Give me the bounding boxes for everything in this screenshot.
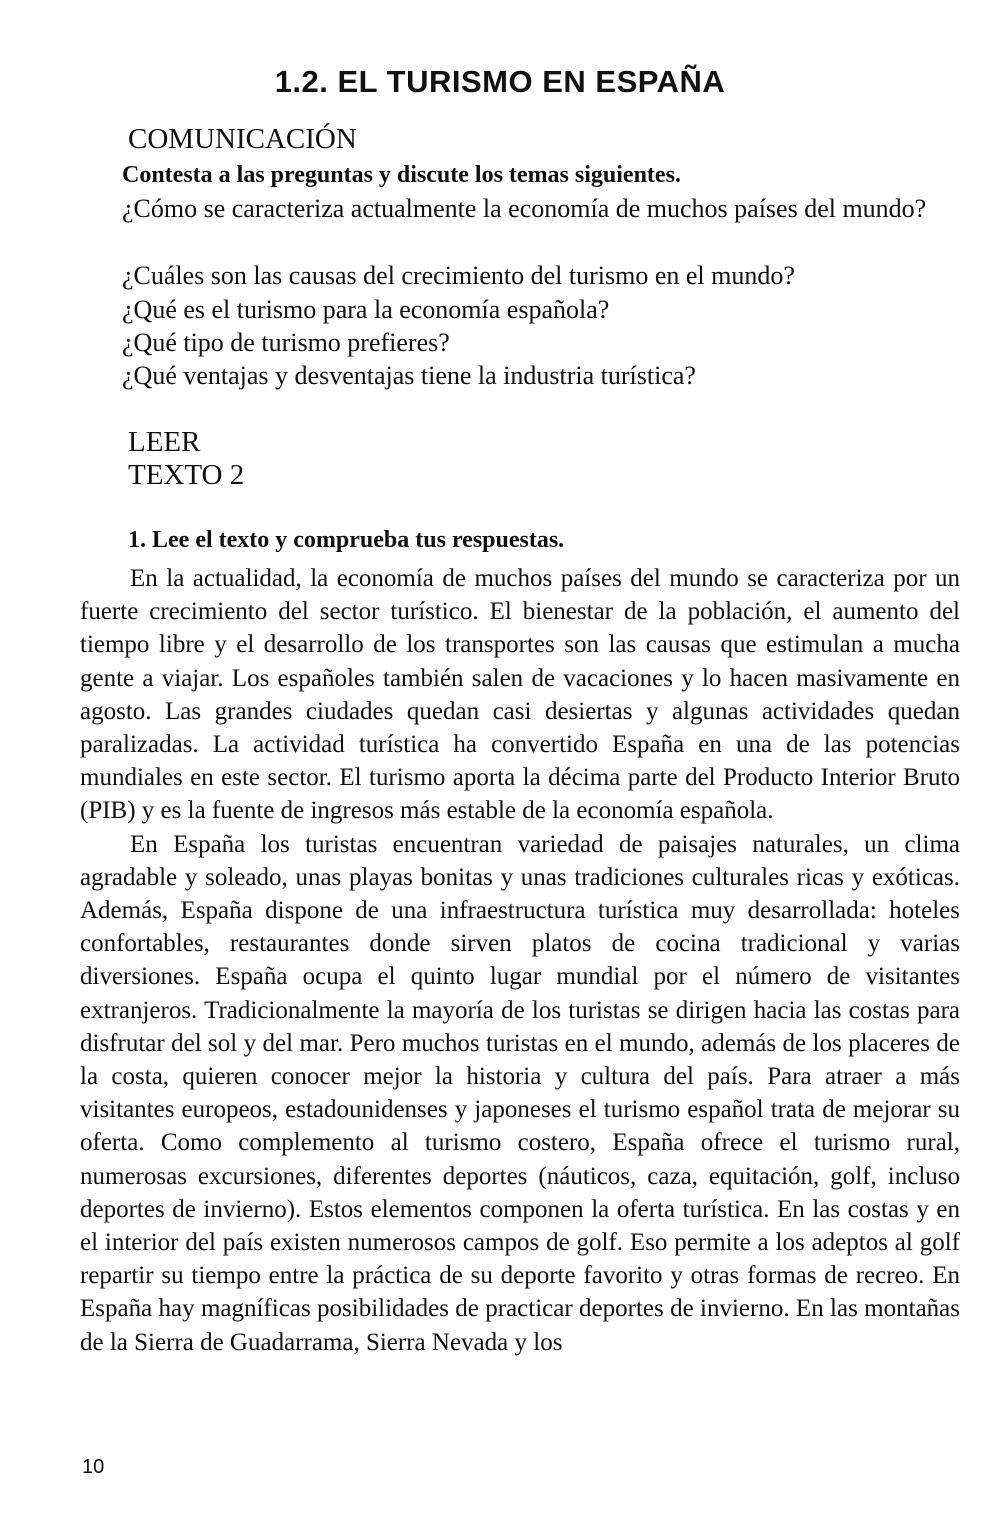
question-3: ¿Qué es el turismo para la economía española?: [122, 295, 610, 324]
question-5: ¿Qué ventajas y desventajas tiene la industria turística?: [122, 361, 696, 390]
question-4: ¿Qué tipo de turismo prefieres?: [122, 328, 450, 357]
communication-instruction: Contesta a las preguntas y discute los temas siguientes.: [122, 162, 681, 188]
reading-instruction: 1. Lee el texto y comprueba tus respuestas.: [128, 527, 565, 553]
question-2: ¿Cuáles son las causas del crecimiento del turismo en el mundo?: [122, 261, 795, 290]
reading-paragraph-2: En España los turistas encuentran variedad de paisajes naturales, un clima agradable y soleado, unas playas bonitas y unas tradiciones culturales ricas y exóticas. Además, España dispone de una infraestructura turística muy desarrollada: hoteles confortables, restaurantes donde sirven platos de cocina tradicional y varias diversiones. España ocupa el quinto lugar mundial por el número de visitantes extranjeros. Tradicionalmente la mayoría de los turistas se dirigen hacia las costas para disfrutar del sol y del mar. Pero muchos turistas en el mundo, además de los placeres de la costa, quieren conocer mejor la historia y cultura del país. Para atraer a más visitantes europeos, estadounidenses y japoneses el turismo español trata de mejorar su oferta. Como complemento al turismo costero, España ofrece el turismo rural, numerosas excursiones, diferentes deportes (náuticos, caza, equitación, golf, incluso deportes de invierno). Estos elementos componen la oferta turística. En las costas y en el interior del país existen numerosos campos de golf. Eso permite a los adeptos al golf repartir su tiempo entre la práctica de su deporte favorito y otras formas de recreo. En España hay magníficas posibilidades de practicar deportes de invierno. En las montañas de la Sierra de Guadarrama, Sierra Nevada y los: [80, 830, 960, 1356]
section-heading-comunicacion: COMUNICACIÓN: [128, 123, 357, 155]
reading-paragraph-1: En la actualidad, la economía de muchos países del mundo se caracteriza por un fuerte crecimiento del sector turístico. El bienestar de la población, el aumento del tiempo libre y el desarrollo de los transportes son las causas que estimulan a mucha gente a viajar. Los españoles también salen de vacaciones y lo hacen masivamente en agosto. Las grandes ciudades quedan casi desiertas y algunas actividades quedan paralizadas. La actividad turística ha convertido España en una de las potencias mundiales en este sector. El turismo aporta la décima parte del Producto Interior Bruto (PIB) y es la fuente de ingresos más estable de la economía española.: [80, 565, 960, 825]
question-1: ¿Cómo se caracteriza actualmente la economía de muchos países del mundo?: [122, 194, 927, 223]
section-subheading-texto: TEXTO 2: [128, 459, 245, 491]
section-heading-leer: LEER: [128, 426, 201, 458]
reading-text: [80, 562, 960, 1359]
page-title: 1.2. EL TURISMO EN ESPAÑA: [274, 64, 726, 99]
page-number: 10: [82, 1456, 105, 1478]
